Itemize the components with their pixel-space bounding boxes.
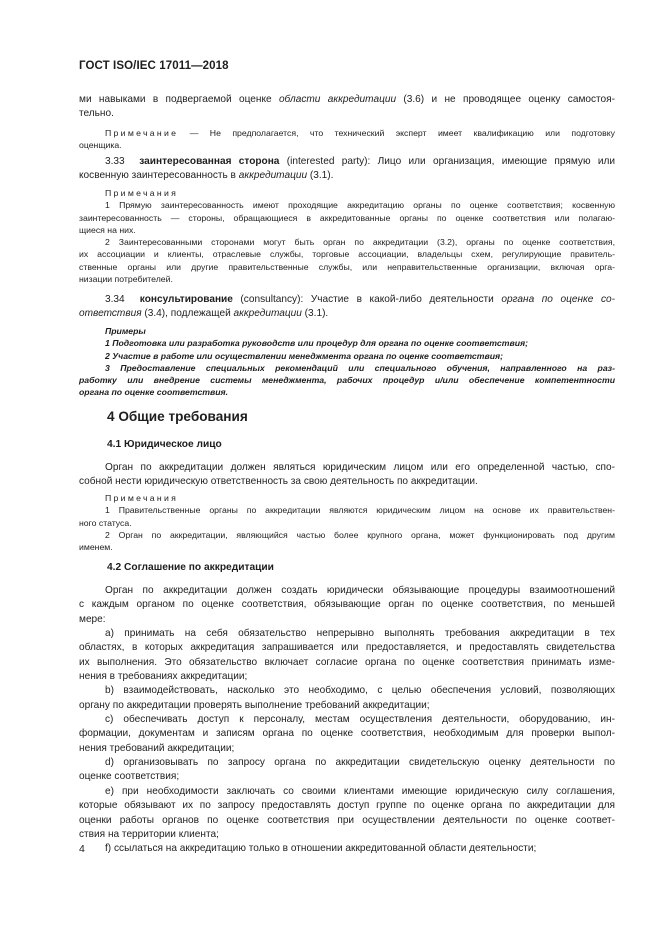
notes-label: Примечания <box>105 493 179 503</box>
list-item-d: d) организовывать по запросу органа по аккредитации свидетельскую оценку деятельности по <box>105 757 615 769</box>
definition-3-34: 3.34 консультирование (consultancy): Участие в какой-либо деятельности органа по оценке со- ответствия (3.4), подлежащей аккредитации (3.1). <box>79 294 615 319</box>
term-consultancy: консультирование <box>139 294 233 305</box>
paragraph-4-1: Орган по аккредитации должен являться юридическим лицом или его определенной частью, спо- собной нести юридическую ответственность за свою деятельность по аккредитации. <box>79 462 615 487</box>
list-item-b: b) взаимодействовать, насколько это необходимо, с целью обеспечения условий, позволяющих <box>105 685 615 697</box>
paragraph-4-2: Орган по аккредитации должен создать юридически обязывающие процедуры взаимоотношений с каждым органом по оценке соответствия, обязывающие орган по оценке соответствия, по меньшей мере: a) принимать на себя обязательство непрерывно выполнять требования аккредитации в тех областях, в которых аккредитация запрашивается или предоставляется, и предоставлять свидетельства их выполнения. Это обязательство включает согласие органа по оценке соответствия принимать изме- нения в требованиях аккредитации; b) взаимодействовать, насколько это необходимо, с целью обеспечения условий, позволяющих органу по аккредитации проверять выполнение требований аккредитации; c) обеспечивать доступ к персоналу, местам осуществления деятельности, оборудованию, ин- формации, документам и записям органа по оценке соответствия, необходимым для проверки выпол- нения требований аккредитации; d) организовывать по запросу органа по аккредитации свидетельскую оценку деятельности по оценке соответствия; e) при необходимости заключать со своими клиентами имеющие юридическую силу соглашения, которые обязывают их по запросу предоставлять доступ группе по оценке органа по аккредитации для оценки работы органов по оценке соответствия при осуществлении деятельности по оценке соответ- ствия на территории клиента; f) ссылаться на аккредитацию только в отношении аккредитованной области деятельности; <box>79 584 615 857</box>
document-header: ГОСТ ISO/IEC 17011—2018 <box>79 60 229 72</box>
paragraph-continuation: ми навыками в подвергаемой оценке области аккредитации (3.6) и не проводящее оценку самостоя- тельно. <box>79 94 615 119</box>
definition-3-33: 3.33 заинтересованная сторона (interested party): Лицо или организация, имеющие прямую или косвенную заинтересованность в аккредитации (3.1). <box>79 156 615 181</box>
note-technical-expert: Примечание — Не предполагается, что технический эксперт имеет квалификацию или подготовку оценщика. <box>79 128 615 151</box>
section-heading-4: 4 Общие требования <box>107 409 248 424</box>
notes-label: Примечания <box>105 188 179 198</box>
list-item-e: e) при необходимости заключать со своими клиентами имеющие юридическую силу соглашения, <box>105 785 615 797</box>
examples-label: Примеры <box>105 326 146 336</box>
note-label: Примечание <box>105 128 179 138</box>
term-interested-party: заинтересованная сторона <box>139 156 280 167</box>
notes-4-1: Примечания 1 Правительственные органы по аккредитации являются юридическим лицом на основе их правительствен- ного статуса. 2 Орган по аккредитации, являющийся частью более крупного органа, может функционировать под другим именем. <box>79 493 615 553</box>
list-item-a: a) принимать на себя обязательство непрерывно выполнять требования аккредитации в тех <box>105 628 615 640</box>
page-number: 4 <box>79 843 85 855</box>
subsection-heading-4-2: 4.2 Соглашение по аккредитации <box>107 562 274 573</box>
list-item-f: f) ссылаться на аккредитацию только в отношении аккредитованной области деятельности; <box>105 843 537 855</box>
examples-3-34: Примеры 1 Подготовка или разработка руководств или процедур для органа по оценке соответствия; 2 Участие в работе или осуществлении менеджмента органа по оценке соответствия; 3 Предоставление специальных рекомендаций или специального обучения, направленного на раз- работку или внедрение системы менеджмента, рабочих процедур и/или обеспечение компетентности органа по оценке соответствия. <box>79 326 615 398</box>
notes-3-33: Примечания 1 Прямую заинтересованность имеют проходящие аккредитацию органы по оценке соответствия; косвенную заинтересованность — стороны, обращающиеся в аккредитованные органы по оценке соответствия или полагаю- щиеся на них. 2 Заинтересованными сторонами могут быть орган по аккредитации (3.2), органы по оценке соответствия, их ассоциации и клиенты, отраслевые службы, торговые ассоциации, владельцы схем, регулирующие правитель- ственные органы или другие правительственные службы, или неправительственные организации, включая орга- низации потребителей. <box>79 188 615 285</box>
list-item-c: c) обеспечивать доступ к персоналу, местам осуществления деятельности, оборудованию, ин- <box>105 714 615 726</box>
subsection-heading-4-1: 4.1 Юридическое лицо <box>107 439 222 450</box>
